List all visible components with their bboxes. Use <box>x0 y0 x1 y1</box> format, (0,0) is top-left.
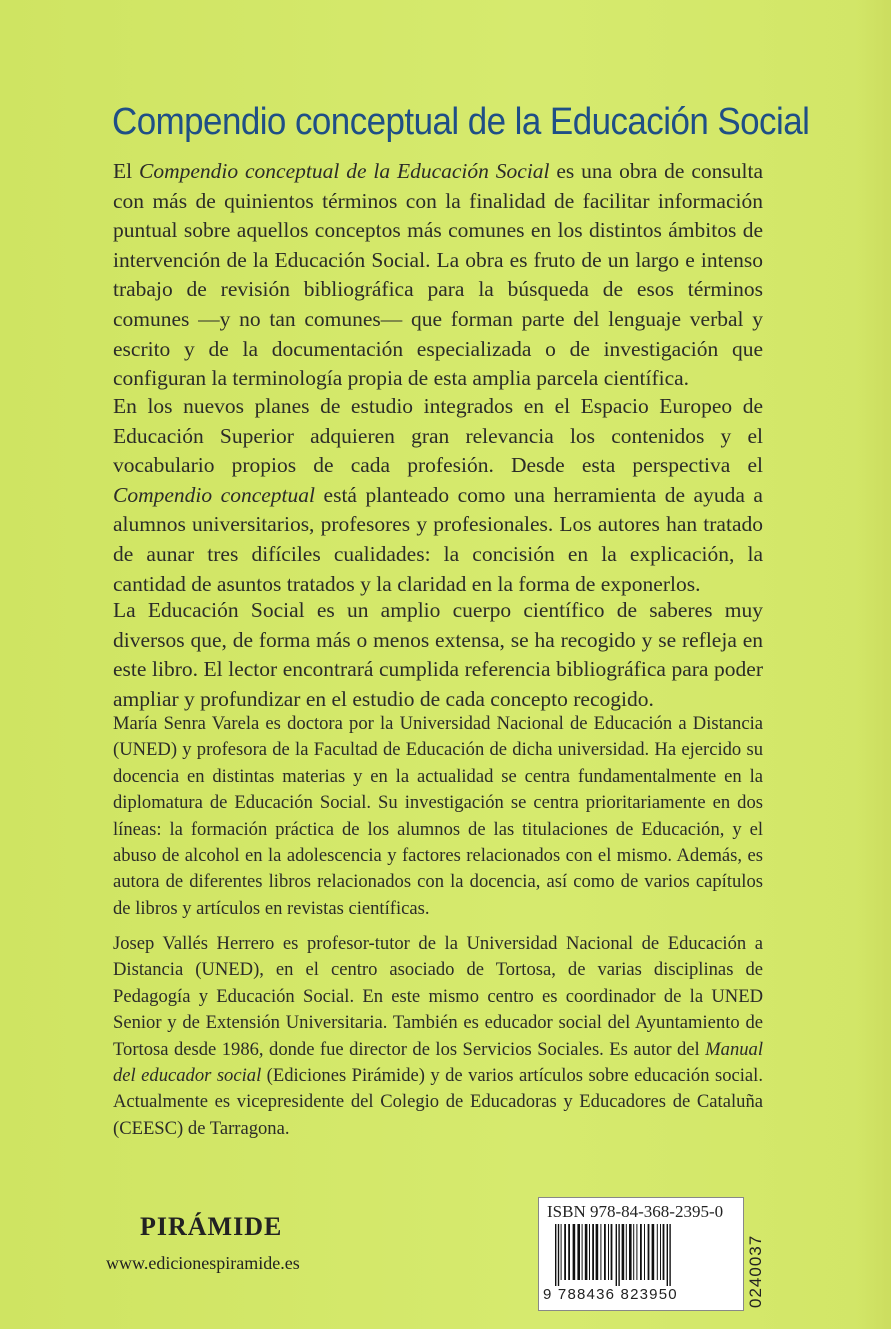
barcode-bar <box>592 1224 594 1280</box>
author1-name: María Senra Varela <box>113 713 260 734</box>
barcode-bar <box>622 1224 625 1280</box>
barcode-bar <box>616 1224 617 1286</box>
book-title: Compendio conceptual de la Educación Social <box>112 101 810 143</box>
barcode-bar <box>568 1224 570 1280</box>
barcode-bar <box>577 1224 580 1280</box>
barcode-bar <box>663 1224 665 1280</box>
barcode-bar <box>667 1224 668 1286</box>
p1-book-title: Compendio conceptual de la Educación Social <box>138 159 550 183</box>
barcode-bar <box>596 1224 599 1280</box>
barcode-bar <box>633 1224 634 1280</box>
barcode-bar <box>636 1224 637 1280</box>
p2-rest: está planteado como una herramienta de ayuda a alumnos universitarios, profesores y profesionales. Los autores han tratado de aunar tres difíciles cualidades: la concisión en la explicación, la cantidad de asuntos tratados y la claridad en la forma de exponerlos. <box>113 482 763 596</box>
p2-book-title: Compendio conceptual <box>113 482 315 507</box>
barcode-bar <box>555 1224 556 1286</box>
barcode-bars <box>553 1224 731 1286</box>
barcode-bar <box>618 1224 619 1286</box>
author1-text: es doctora por la Universidad Nacional de Educación a Distancia (UNED) y profesora de la Facultad de Educación de dicha universidad. Ha ejercido su docencia en distintas materias y en la actualidad se centra fundamentalmente en la diplomatura de Educación Social. Su investigación se centra prioritariamente en dos líneas: la formación práctica de los alumnos de las titulaciones de Educación, y el abuso de alcohol en la adolescencia y factores relacionados con el mismo. Además, es autora de diferentes libros relacionados con la docencia, así como de varios capítulos de libros y artículos en revistas científicas. <box>113 713 763 919</box>
barcode-bar <box>629 1224 632 1280</box>
barcode-bar <box>652 1224 655 1280</box>
p1-rest: es una obra de consulta con más de quinientos términos con la finalidad de facilitar información puntual sobre aquellos conceptos más comunes en los distintos ámbitos de intervención de la Educación Social. La obra es fruto de un largo e intenso trabajo de revisión bibliográfica para la búsqueda de esos términos comunes —y no tan comunes— que forman parte del lenguaje verbal y escrito y de la documentación especializada o de investigación que configuran la terminología propia de esta amplia parcela científica. <box>113 159 763 391</box>
author2-text-a: es profesor-tutor de la Universidad Nacional de Educación a Distancia (UNED), en el centro asociado de Tortosa, de varias disciplinas de Pedagogía y Educación Social. En este mismo centro es coordinador de la UNED Senior y de Extensión Universitaria. También es educador social del Ayuntamiento de Tortosa desde 1986, donde fue director de los Servicios Sociales. Es autor del <box>113 933 764 1060</box>
barcode-bar <box>648 1224 650 1280</box>
barcode-bar <box>608 1224 609 1280</box>
barcode-bar <box>585 1224 588 1280</box>
barcode-bar <box>561 1224 562 1280</box>
barcode-bar <box>611 1224 613 1280</box>
isbn-barcode <box>538 1197 744 1311</box>
barcode-digits: 9 788436 823950 <box>543 1286 678 1303</box>
barcode-bar <box>573 1224 576 1280</box>
p2-intro: En los nuevos planes de estudio integrados en el Espacio Europeo de Educación Superior adquieren gran relevancia los contenidos y el vocabulario propios de cada profesión. Desde esta perspectiva el <box>113 394 763 478</box>
barcode-bar <box>564 1224 566 1280</box>
barcode-bar <box>626 1224 627 1280</box>
barcode-bar <box>660 1224 661 1280</box>
barcode-bar <box>600 1224 601 1280</box>
publisher-logo: PIRÁMIDE <box>140 1212 283 1241</box>
publisher-website: www.edicionespiramide.es <box>106 1253 300 1273</box>
barcode-bar <box>669 1224 670 1286</box>
author-bio-2 <box>113 931 763 1142</box>
author2-book: Manual del educador social <box>113 1038 763 1087</box>
p1-intro: El <box>113 159 139 183</box>
description-paragraph-3: La Educación Social es un amplio cuerpo científico de saberes muy diversos que, de forma más o menos extensa, se ha recogido y se refleja en este libro. El lector encontrará cumplida referencia bibliográfica para poder ampliar y profundizar en el estudio de cada concepto recogido. <box>113 598 763 711</box>
description-paragraph-2 <box>113 392 763 599</box>
barcode-bar <box>558 1224 559 1286</box>
side-code: 0240037 <box>746 1234 765 1308</box>
author-bio-1 <box>113 711 763 922</box>
barcode-bar <box>657 1224 658 1280</box>
author2-name: Josep Vallés Herrero <box>113 933 275 954</box>
author2-text-b: (Ediciones Pirámide) y de varios artículos sobre educación social. Actualmente es vicepresidente del Colegio de Educadoras y Educadores de Cataluña (CEESC) de Tarragona. <box>113 1065 763 1139</box>
description-paragraph-1 <box>113 157 763 394</box>
isbn-label: ISBN 978-84-368-2395-0 <box>547 1202 724 1221</box>
barcode-bar <box>644 1224 645 1280</box>
barcode-bar <box>589 1224 590 1280</box>
barcode-bar <box>604 1224 606 1280</box>
barcode-bar <box>582 1224 583 1280</box>
barcode-bar <box>640 1224 642 1280</box>
